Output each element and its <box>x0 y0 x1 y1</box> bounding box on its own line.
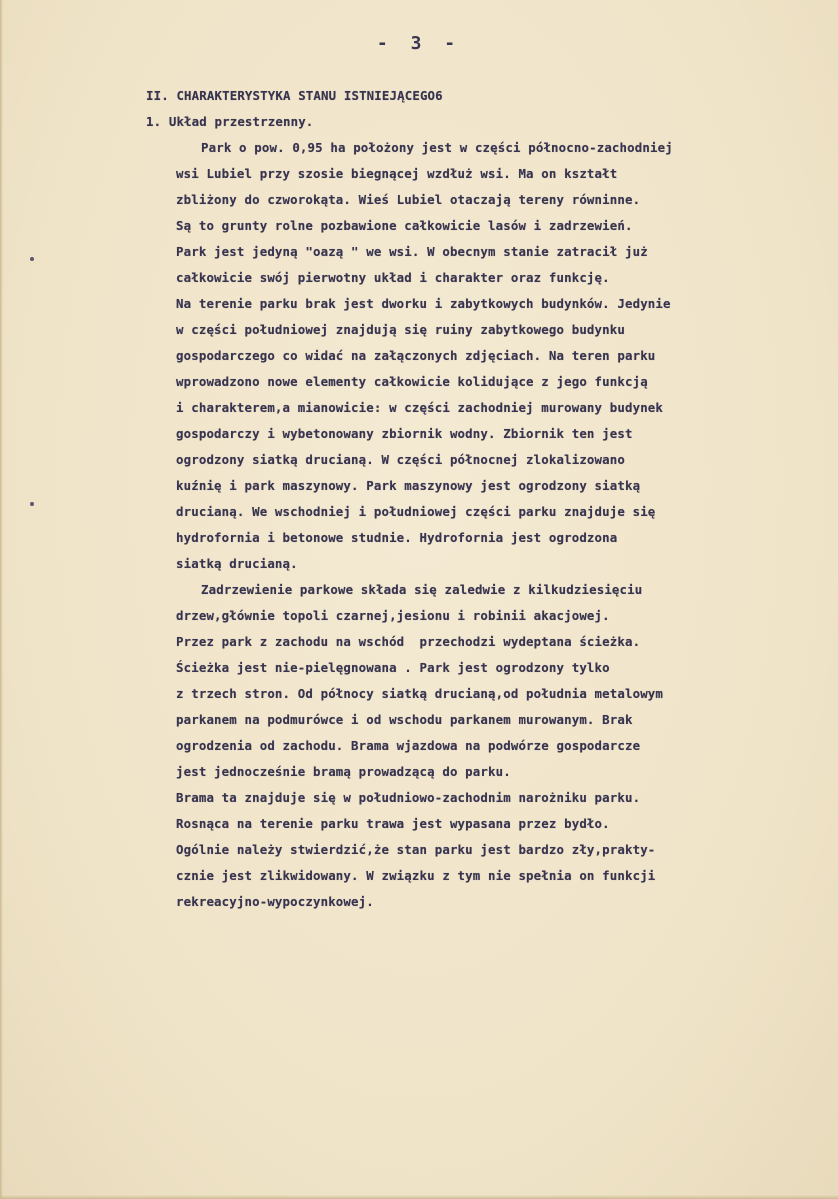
text-line: Zadrzewienie parkowe składa się zaledwie z kilkudziesięciu <box>201 582 643 597</box>
margin-dot-mark <box>30 502 34 506</box>
text-line: wsi Lubiel przy szosie biegnącej wzdłuż wsi. Ma on kształt <box>176 166 618 181</box>
paper-edge-left <box>0 0 3 1199</box>
text-line: zbliżony do czworokąta. Wieś Lubiel otaczają tereny równinne. <box>176 192 641 207</box>
text-line: wprowadzono nowe elementy całkowicie kolidujące z jego funkcją <box>176 374 648 389</box>
text-line: Ścieżka jest nie-pielęgnowana . Park jest ogrodzony tylko <box>176 660 610 675</box>
subsection-heading: 1. Układ przestrzenny. <box>146 114 314 129</box>
text-line: Na terenie parku brak jest dworku i zabytkowych budynków. Jedynie <box>176 296 671 311</box>
text-line: ogrodzony siatką drucianą. W części północnej zlokalizowano <box>176 452 625 467</box>
text-line: drzew,głównie topoli czarnej,jesionu i robinii akacjowej. <box>176 608 610 623</box>
text-line: Ogólnie należy stwierdzić,że stan parku jest bardzo zły,prakty- <box>176 842 656 857</box>
text-line: rekreacyjno-wypoczynkowej. <box>176 894 374 909</box>
paper-edge-bottom <box>0 1195 838 1199</box>
text-line: gospodarczy i wybetonowany zbiornik wodny. Zbiornik ten jest <box>176 426 633 441</box>
text-line: Park jest jedyną "oazą " we wsi. W obecnym stanie zatracił już <box>176 244 648 259</box>
text-line: Są to grunty rolne pozbawione całkowicie lasów i zadrzewień. <box>176 218 633 233</box>
text-line: jest jednocześnie bramą prowadzącą do parku. <box>176 764 511 779</box>
page-number: - 3 - <box>376 33 462 54</box>
text-line: z trzech stron. Od północy siatką drucianą,od południa metalowym <box>176 686 664 701</box>
text-line: Przez park z zachodu na wschód przechodzi wydeptana ścieżka. <box>176 634 641 649</box>
margin-dot-mark <box>30 257 34 261</box>
text-line: drucianą. We wschodniej i południowej części parku znajduje się <box>176 504 656 519</box>
text-line: w części południowej znajdują się ruiny zabytkowego budynku <box>176 322 625 337</box>
text-line: siatką drucianą. <box>176 556 298 571</box>
text-line: i charakterem,a mianowicie: w części zachodniej murowany budynek <box>176 400 664 415</box>
text-line: kuźnię i park maszynowy. Park maszynowy jest ogrodzony siatką <box>176 478 641 493</box>
text-line: Rosnąca na terenie parku trawa jest wypasana przez bydło. <box>176 816 610 831</box>
text-line: Brama ta znajduje się w południowo-zachodnim narożniku parku. <box>176 790 641 805</box>
text-line: całkowicie swój pierwotny układ i charakter oraz funkcję. <box>176 270 610 285</box>
text-line: ogrodzenia od zachodu. Brama wjazdowa na podwórze gospodarcze <box>176 738 641 753</box>
text-line: gospodarczego co widać na załączonych zdjęciach. Na teren parku <box>176 348 656 363</box>
text-line: hydrofornia i betonowe studnie. Hydrofornia jest ogrodzona <box>176 530 618 545</box>
section-heading: II. CHARAKTERYSTYKA STANU ISTNIEJĄCEGO6 <box>146 88 443 103</box>
text-line: Park o pow. 0,95 ha położony jest w części północno-zachodniej <box>201 140 673 155</box>
text-line: cznie jest zlikwidowany. W związku z tym nie spełnia on funkcji <box>176 868 656 883</box>
text-line: parkanem na podmurówce i od wschodu parkanem murowanym. Brak <box>176 712 633 727</box>
